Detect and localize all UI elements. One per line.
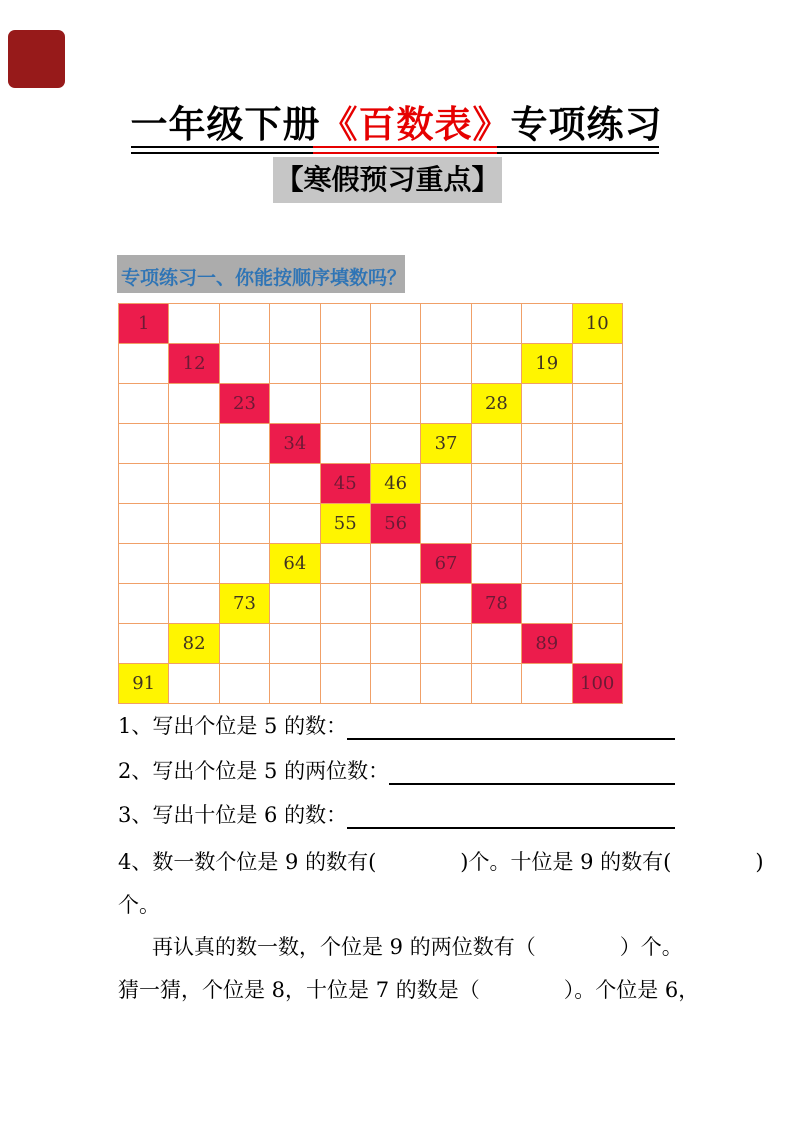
section-header: 专项练习一、你能按顺序填数吗？ bbox=[117, 255, 405, 293]
grid-cell bbox=[219, 424, 269, 464]
grid-cell: 19 bbox=[522, 344, 572, 384]
grid-cell: 46 bbox=[370, 464, 420, 504]
grid-cell: 100 bbox=[572, 664, 622, 704]
grid-cell bbox=[320, 544, 370, 584]
grid-cell bbox=[219, 504, 269, 544]
grid-cell bbox=[522, 584, 572, 624]
question-2 bbox=[118, 757, 675, 785]
grid-cell bbox=[522, 304, 572, 344]
subtitle-badge: 【寒假预习重点】 bbox=[273, 157, 502, 203]
question-1 bbox=[118, 712, 675, 740]
grid-cell: 55 bbox=[320, 504, 370, 544]
grid-cell bbox=[169, 664, 219, 704]
grid-cell bbox=[471, 464, 521, 504]
question-1-text: 1、写出个位是 5 的数： bbox=[118, 714, 348, 738]
grid-cell bbox=[219, 624, 269, 664]
title-double-underline bbox=[131, 146, 659, 154]
grid-cell bbox=[320, 304, 370, 344]
grid-cell bbox=[370, 544, 420, 584]
grid-row bbox=[119, 424, 623, 464]
answer-blank bbox=[347, 712, 675, 740]
grid-cell bbox=[421, 344, 471, 384]
grid-cell: 45 bbox=[320, 464, 370, 504]
grid-cell bbox=[471, 504, 521, 544]
grid-cell bbox=[270, 304, 320, 344]
grid-cell bbox=[219, 464, 269, 504]
answer-blank bbox=[347, 801, 675, 829]
grid-cell bbox=[169, 424, 219, 464]
grid-cell: 1 bbox=[119, 304, 169, 344]
grid-cell bbox=[421, 504, 471, 544]
grid-cell bbox=[522, 464, 572, 504]
grid-cell bbox=[471, 544, 521, 584]
grid-row bbox=[119, 344, 623, 384]
grid-cell bbox=[320, 664, 370, 704]
grid-cell bbox=[119, 344, 169, 384]
question-6: 猜一猜，个位是 8，十位是 7 的数是（ ）。个位是 6， bbox=[118, 978, 700, 1002]
grid-row bbox=[119, 384, 623, 424]
title-part-black-left: 一年级下册 bbox=[130, 102, 321, 146]
grid-cell bbox=[219, 304, 269, 344]
grid-cell: 82 bbox=[169, 624, 219, 664]
grid-cell: 78 bbox=[471, 584, 521, 624]
underline-segment-black bbox=[131, 146, 313, 154]
grid-cell bbox=[421, 384, 471, 424]
grid-cell bbox=[370, 664, 420, 704]
grid-cell bbox=[370, 344, 420, 384]
grid-cell bbox=[219, 544, 269, 584]
grid-row bbox=[119, 504, 623, 544]
grid-cell bbox=[370, 624, 420, 664]
grid-cell bbox=[471, 344, 521, 384]
question-5: 再认真的数一数，个位是 9 的两位数有（ ）个。 bbox=[152, 935, 683, 959]
grid-cell bbox=[320, 344, 370, 384]
grid-cell bbox=[421, 304, 471, 344]
grid-cell: 64 bbox=[270, 544, 320, 584]
grid-cell bbox=[421, 664, 471, 704]
corner-red-square bbox=[8, 30, 65, 88]
grid-cell: 56 bbox=[370, 504, 420, 544]
grid-cell bbox=[169, 504, 219, 544]
title-part-red: 《百数表》 bbox=[320, 102, 511, 146]
grid-row bbox=[119, 544, 623, 584]
page-title bbox=[0, 94, 793, 148]
grid-row bbox=[119, 624, 623, 664]
grid-cell bbox=[522, 544, 572, 584]
grid-cell bbox=[270, 624, 320, 664]
grid-cell bbox=[219, 344, 269, 384]
grid-cell bbox=[572, 544, 622, 584]
grid-cell: 23 bbox=[219, 384, 269, 424]
grid-cell bbox=[522, 504, 572, 544]
grid-cell bbox=[421, 584, 471, 624]
grid-cell bbox=[320, 384, 370, 424]
grid-cell: 73 bbox=[219, 584, 269, 624]
grid-cell: 34 bbox=[270, 424, 320, 464]
grid-cell bbox=[119, 384, 169, 424]
grid-cell bbox=[119, 464, 169, 504]
grid-cell bbox=[572, 424, 622, 464]
grid-cell bbox=[471, 424, 521, 464]
question-4-line-1: 4、数一数个位是 9 的数有( )个。十位是 9 的数有( ) bbox=[118, 850, 764, 874]
answer-blank bbox=[389, 757, 675, 785]
grid-cell bbox=[320, 424, 370, 464]
grid-cell bbox=[169, 384, 219, 424]
grid-cell bbox=[471, 304, 521, 344]
grid-cell bbox=[169, 464, 219, 504]
grid-cell bbox=[471, 664, 521, 704]
grid-cell bbox=[572, 504, 622, 544]
grid-cell bbox=[421, 464, 471, 504]
grid-row bbox=[119, 304, 623, 344]
grid-cell bbox=[119, 544, 169, 584]
grid-cell bbox=[270, 384, 320, 424]
underline-segment-black bbox=[497, 146, 659, 154]
grid-cell bbox=[119, 584, 169, 624]
grid-cell bbox=[169, 304, 219, 344]
grid-cell bbox=[320, 624, 370, 664]
grid-cell: 12 bbox=[169, 344, 219, 384]
grid-cell bbox=[572, 584, 622, 624]
grid-cell bbox=[572, 464, 622, 504]
grid-cell bbox=[270, 344, 320, 384]
grid-cell bbox=[370, 304, 420, 344]
question-3 bbox=[118, 801, 675, 829]
grid-cell: 10 bbox=[572, 304, 622, 344]
underline-segment-red bbox=[313, 146, 497, 154]
grid-cell: 89 bbox=[522, 624, 572, 664]
grid-cell: 37 bbox=[421, 424, 471, 464]
grid-cell bbox=[270, 504, 320, 544]
question-3-text: 3、写出十位是 6 的数： bbox=[118, 803, 348, 827]
grid-row bbox=[119, 464, 623, 504]
grid-cell: 28 bbox=[471, 384, 521, 424]
grid-cell bbox=[370, 584, 420, 624]
grid-row bbox=[119, 664, 623, 704]
grid-cell bbox=[370, 424, 420, 464]
question-4-line-2: 个。 bbox=[118, 893, 160, 917]
grid-cell bbox=[522, 384, 572, 424]
grid-cell bbox=[270, 664, 320, 704]
grid-row bbox=[119, 584, 623, 624]
grid-cell bbox=[572, 344, 622, 384]
grid-cell: 67 bbox=[421, 544, 471, 584]
grid-cell bbox=[572, 384, 622, 424]
hundred-grid bbox=[118, 303, 623, 704]
title-part-black-right: 专项练习 bbox=[510, 102, 663, 146]
grid-cell bbox=[572, 624, 622, 664]
grid-cell bbox=[471, 624, 521, 664]
grid-cell bbox=[421, 624, 471, 664]
grid-cell bbox=[270, 584, 320, 624]
grid-cell bbox=[522, 664, 572, 704]
grid-cell bbox=[320, 584, 370, 624]
grid-cell bbox=[169, 544, 219, 584]
question-2-text: 2、写出个位是 5 的两位数： bbox=[118, 759, 390, 783]
grid-cell bbox=[119, 504, 169, 544]
grid-cell bbox=[270, 464, 320, 504]
grid-cell bbox=[370, 384, 420, 424]
grid-cell bbox=[522, 424, 572, 464]
grid-cell bbox=[119, 624, 169, 664]
grid-cell bbox=[119, 424, 169, 464]
grid-cell: 91 bbox=[119, 664, 169, 704]
grid-cell bbox=[169, 584, 219, 624]
grid-cell bbox=[219, 664, 269, 704]
